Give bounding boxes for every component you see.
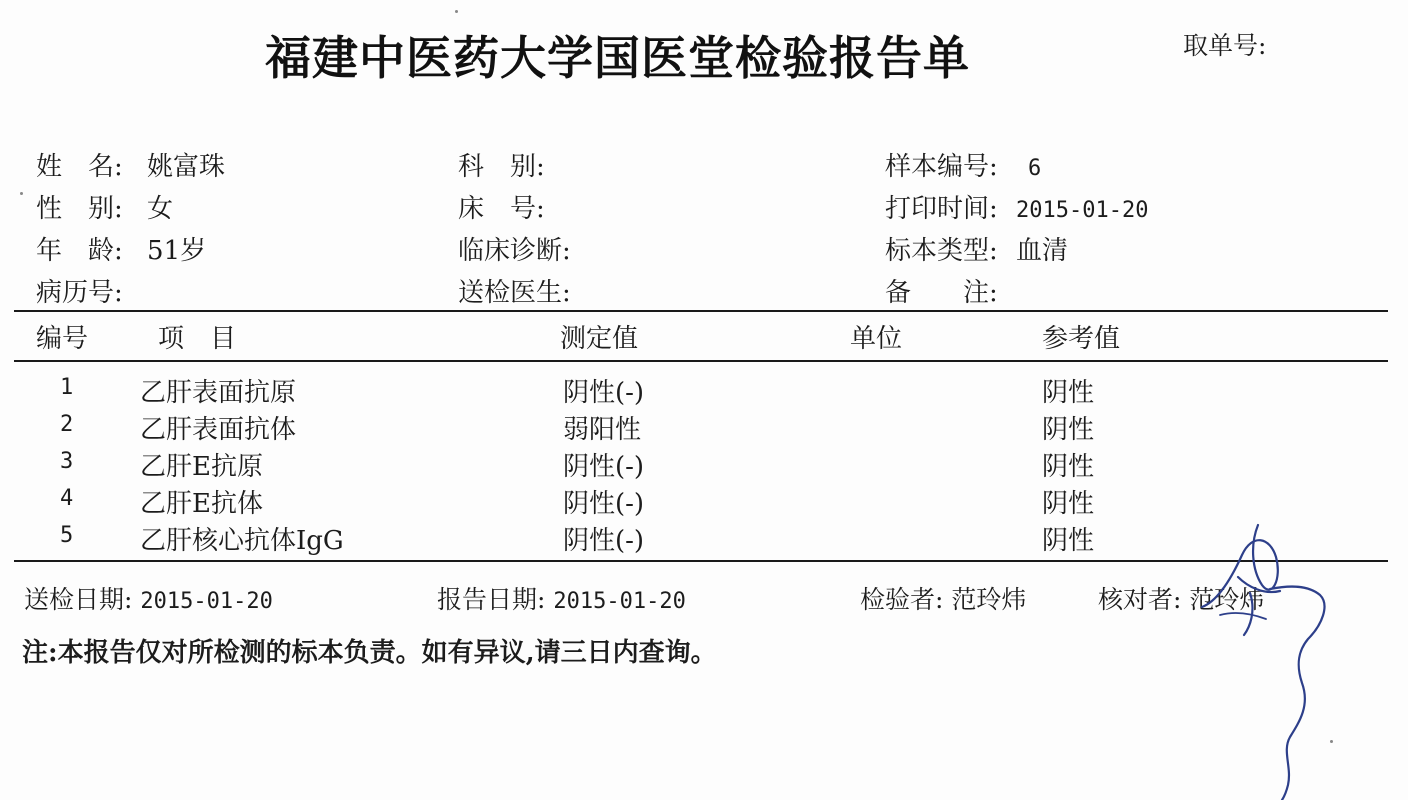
report-date-value: 2015-01-20 [553,589,686,614]
header-number: 编号 [36,324,89,354]
table-header-rule [14,360,1388,362]
submit-date-label: 送检日期: [24,585,133,614]
row-5-reference: 阴性 [1042,526,1095,556]
report-date-label: 报告日期: [437,585,546,614]
sample-type-row [885,230,1068,267]
dept-label: 科 别: [458,152,545,182]
sample-number-row [885,146,1041,183]
report-title: 福建中医药大学国医堂检验报告单 [265,31,970,85]
row-3-number: 3 [60,449,74,474]
row-5-value: 阴性(-) [563,526,645,556]
row-1-value: 阴性(-) [563,378,645,408]
report-date-row [437,580,686,616]
scan-speck [1330,740,1333,743]
print-time-value: 2015-01-20 [1016,198,1149,223]
diagnosis-label: 临床诊断: [458,236,571,266]
handwritten-signature [1180,515,1330,800]
submit-date-row [24,580,273,616]
checker-value: 范玲炜 [1189,585,1265,614]
inspector-row [860,580,1026,616]
row-2-item: 乙肝表面抗体 [140,415,297,445]
row-4-value: 阴性(-) [563,489,645,519]
print-time-label: 打印时间: [885,194,998,224]
inspector-label: 检验者: [860,585,944,614]
take-number-label: 取单号: [1183,31,1267,60]
row-1-reference: 阴性 [1042,378,1095,408]
patient-name-row [36,146,225,183]
row-1-item: 乙肝表面抗原 [140,378,297,408]
sample-type-value: 血清 [1016,236,1069,266]
submit-date-value: 2015-01-20 [140,589,273,614]
row-4-item: 乙肝E抗体 [140,489,263,519]
patient-gender-value: 女 [147,194,174,224]
doctor-label: 送检医生: [458,278,571,308]
row-2-reference: 阴性 [1042,415,1095,445]
bed-label: 床 号: [458,194,545,224]
remark-label: 备 注: [885,278,998,308]
patient-age-row [36,230,206,267]
sample-type-label: 标本类型: [885,236,998,266]
row-4-number: 4 [60,486,74,511]
patient-age-value: 51岁 [147,236,207,266]
table-top-rule [14,310,1388,312]
row-1-number: 1 [60,375,74,400]
sample-number-label: 样本编号: [885,152,998,182]
row-5-item: 乙肝核心抗体IgG [140,526,344,556]
patient-name-value: 姚富珠 [147,152,226,182]
sample-number-value: 6 [1028,156,1042,181]
row-2-value: 弱阳性 [563,415,642,445]
header-unit: 单位 [850,324,903,354]
row-5-number: 5 [60,523,74,548]
scan-speck [20,192,23,195]
header-value: 测定值 [560,324,639,354]
row-4-reference: 阴性 [1042,489,1095,519]
patient-name-label: 姓 名: [36,152,123,182]
patient-record-label: 病历号: [36,278,123,308]
print-time-row [885,188,1148,225]
patient-age-label: 年 龄: [36,236,123,266]
disclaimer-note: 注:本报告仅对所检测的标本负责。如有异议,请三日内查询。 [22,638,717,668]
row-3-value: 阴性(-) [563,452,645,482]
header-reference: 参考值 [1042,324,1121,354]
inspector-value: 范玲炜 [951,585,1027,614]
row-2-number: 2 [60,412,74,437]
row-3-reference: 阴性 [1042,452,1095,482]
patient-gender-label: 性 别: [36,194,123,224]
scan-speck [455,10,458,13]
row-3-item: 乙肝E抗原 [140,452,263,482]
patient-record-row [36,272,123,309]
patient-gender-row [36,188,173,225]
checker-label: 核对者: [1098,585,1182,614]
header-item: 项 目 [158,324,237,354]
